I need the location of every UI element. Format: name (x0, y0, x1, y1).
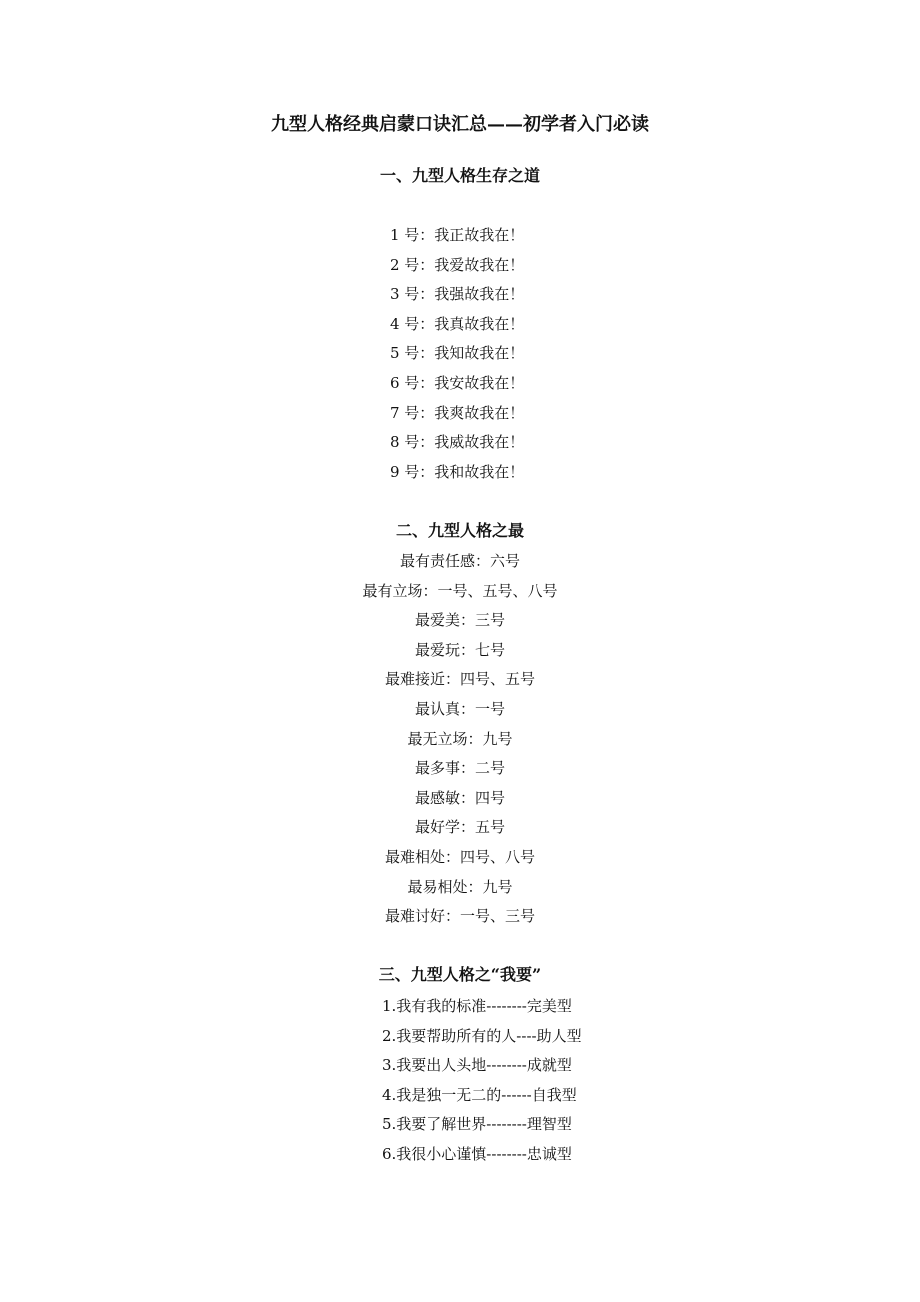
list-item: 最易相处：九号 (407, 877, 513, 896)
list-item: 最难接近：四号、五号 (384, 670, 535, 689)
list-item: 9 号：我和故我在！ (390, 462, 525, 481)
list-item: 最有责任感：六号 (399, 552, 520, 570)
i-want-list (382, 992, 782, 1170)
list-item: 5.我要了解世界--------理智型 (382, 1115, 572, 1134)
list-item: 最难相处：四号、八号 (384, 847, 535, 866)
list-item: 最爱玩：七号 (414, 640, 505, 659)
list-item: 4 号：我真故我在！ (390, 314, 525, 333)
list-item: 3 号：我强故我在！ (390, 285, 525, 304)
list-item: 5 号：我知故我在！ (390, 344, 525, 363)
list-item: 4.我是独一无二的------自我型 (382, 1085, 577, 1104)
list-item: 1.我有我的标准--------完美型 (382, 997, 572, 1015)
list-item: 3.我要出人头地--------成就型 (382, 1056, 572, 1075)
list-item: 2 号：我爱故我在！ (390, 255, 525, 274)
list-item: 2.我要帮助所有的人----助人型 (382, 1026, 582, 1045)
list-item: 1 号：我正故我在！ (390, 226, 525, 244)
section-heading-most: 二、九型人格之最 (395, 521, 524, 540)
list-item: 7 号：我爽故我在！ (390, 403, 525, 422)
list-item: 最认真：一号 (414, 699, 505, 718)
list-item: 最无立场：九号 (407, 729, 513, 748)
section-heading-i-want: 三、九型人格之“我要” (378, 965, 542, 984)
document-title: 九型人格经典启蒙口诀汇总——初学者入门必读 (271, 114, 649, 135)
section-heading-survival: 一、九型人格生存之道 (379, 166, 540, 185)
list-item: 最难讨好：一号、三号 (384, 907, 535, 926)
list-item: 最好学：五号 (414, 818, 505, 837)
list-item: 最爱美：三号 (414, 611, 505, 630)
list-item: 6 号：我安故我在！ (390, 373, 525, 392)
survival-list (390, 221, 690, 487)
list-item: 6.我很小心谨慎--------忠诚型 (382, 1144, 572, 1163)
list-item: 最有立场：一号、五号、八号 (362, 581, 558, 600)
list-item: 最多事：二号 (414, 759, 505, 778)
list-item: 最感敏：四号 (414, 788, 505, 807)
list-item: 8 号：我威故我在！ (390, 433, 525, 452)
most-list (0, 547, 920, 932)
